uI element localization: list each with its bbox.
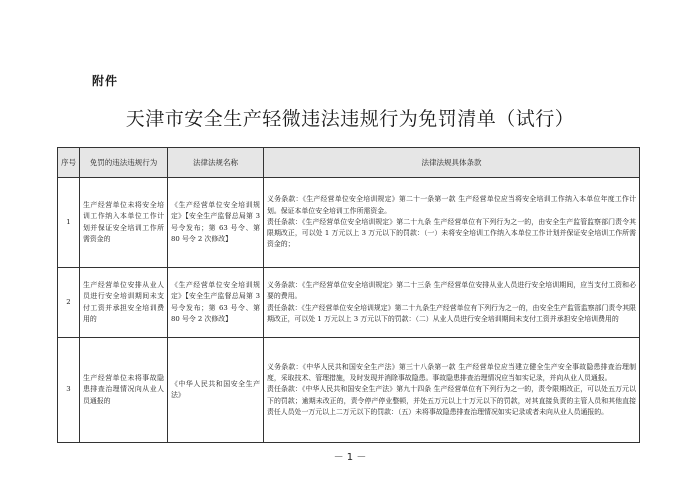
table-header-row xyxy=(58,148,640,178)
page-number: － 1 － xyxy=(333,452,367,463)
attachment-label: 附件 xyxy=(92,74,119,88)
violation-behavior: 生产经营单位未将事故隐患排查治理情况向从业人员通报的 xyxy=(80,338,168,443)
table-row xyxy=(58,268,640,338)
header-cell-law-content: 法律法规具体条款 xyxy=(264,148,640,178)
table-row xyxy=(58,338,640,443)
obligation-clause: 义务条款：《中华人民共和国安全生产法》第三十八条第一款 生产经营单位应当建立健全生产安全事故隐患排查治理制度，采取技术、管理措施，及时发现并消除事故隐患。事故隐患排查治理情况应当如实记录，并向从业人员通报。 xyxy=(267,362,636,383)
law-name: 《生产经营单位安全培训规定》【安全生产监督总局第 3 号令发布；第 63 号令、第 80 号令 2 次修改】 xyxy=(168,178,264,268)
obligation-clause: 义务条款：《生产经营单位安全培训规定》第二十一条第一款 生产经营单位应当将安全培训工作纳入本单位年度工作计划。保证本单位安全培训工作所需资金。 xyxy=(267,195,636,215)
penalty-exemption-table xyxy=(57,147,640,443)
law-clauses xyxy=(264,178,640,268)
row-number: 2 xyxy=(58,268,80,338)
header-cell-behavior: 免罚的违法违规行为 xyxy=(80,148,168,178)
row-number: 1 xyxy=(58,178,80,268)
row-number: 3 xyxy=(58,338,80,443)
law-clauses xyxy=(264,338,640,443)
document-title: 天津市安全生产轻微违法违规行为免罚清单（试行） xyxy=(125,108,575,130)
violation-behavior: 生产经营单位安排从业人员进行安全培训期间未支付工资并承担安全培训费用的 xyxy=(80,268,168,338)
law-clauses xyxy=(264,268,640,338)
liability-clause: 责任条款：《中华人民共和国安全生产法》第九十四条 生产经营单位有下列行为之一的，责令限期改正，可以处五万元以下的罚款；逾期未改正的，责令停产停业整顿，并处五万元以上十万元以下的罚款，对其直接负责的主管人员和其他直接责任人员处一万元以上二万元以下的罚款：（五）未将事故隐患排查治理情况如实记录或者未向从业人员通报的。 xyxy=(267,385,636,416)
violation-behavior: 生产经营单位未将安全培训工作纳入本单位工作计划并保证安全培训工作所需资金的 xyxy=(80,178,168,268)
law-name: 《生产经营单位安全培训规定》【安全生产监督总局第 3 号令发布；第 63 号令、第 80 号令 2 次修改】 xyxy=(168,268,264,338)
header-cell-law-name: 法律法规名称 xyxy=(168,148,264,178)
table-row xyxy=(58,178,640,268)
law-name: 《中华人民共和国安全生产法》 xyxy=(168,338,264,443)
liability-clause: 责任条款：《生产经营单位安全培训规定》第二十九条 生产经营单位有下列行为之一的，由安全生产监管监察部门责令其限期改正，可以处 1 万元以上 3 万元以下的罚款：（一）未将安全培训工作纳入本单位工作计划并保证安全培训工作所需资金的； xyxy=(267,217,636,249)
header-cell-number: 序号 xyxy=(58,148,80,178)
liability-clause: 责任条款：《生产经营单位安全培训规定》第二十九条生产经营单位有下列行为之一的，由安全生产监管监察部门责令其限期改正，可以处 1 万元以上 3 万元以下的罚款：（二）从业人员进行安全培训期间未支付工资并承担安全培训费用的 xyxy=(267,303,636,323)
obligation-clause: 义务条款：《生产经营单位安全培训规定》第二十三条 生产经营单位安排从业人员进行安全培训期间，应当支付工资和必要的费用。 xyxy=(267,280,636,301)
